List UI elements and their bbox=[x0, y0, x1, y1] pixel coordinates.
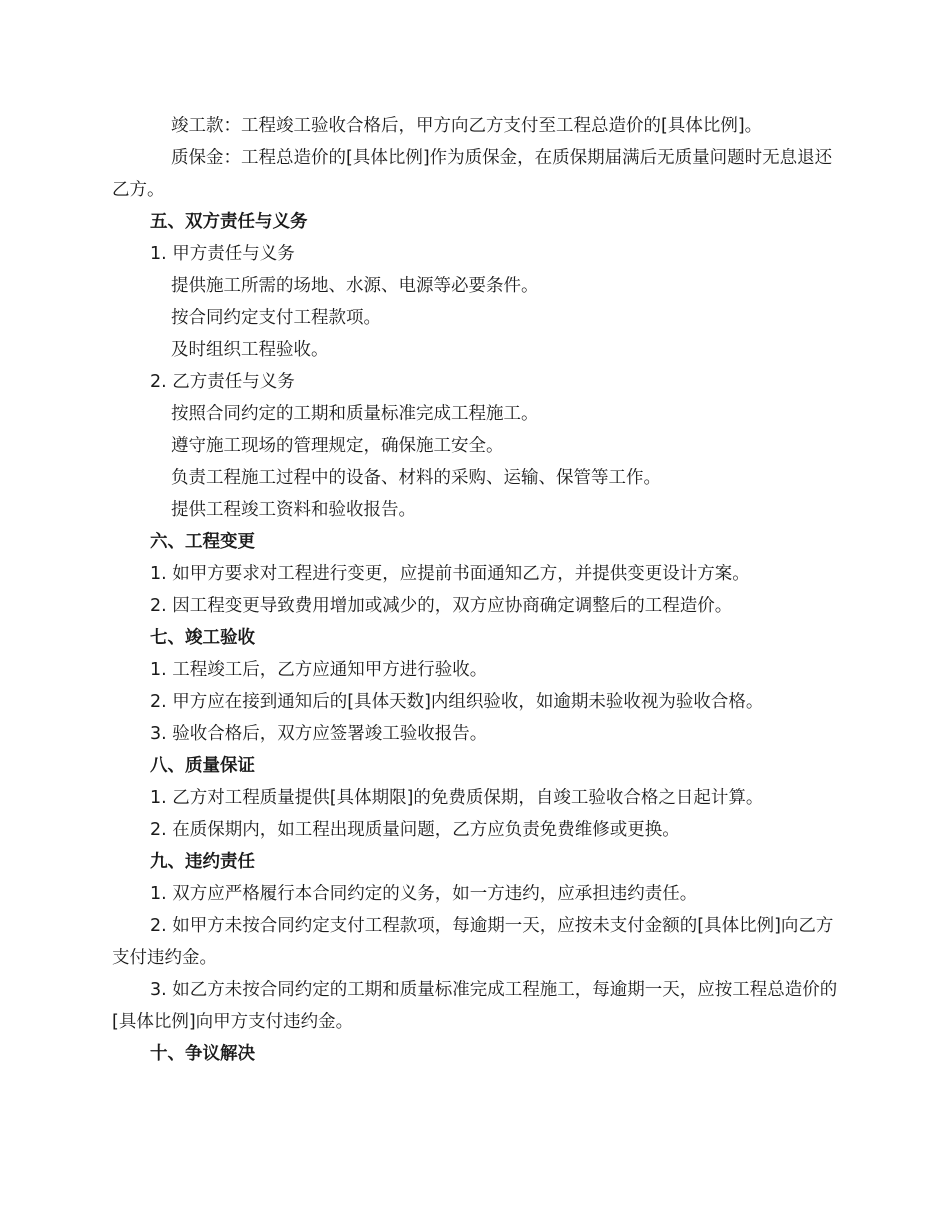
numbered-item: 1. 工程竣工后，乙方应通知甲方进行验收。 bbox=[150, 660, 488, 680]
list-item: 负责工程施工过程中的设备、材料的采购、运输、保管等工作。 bbox=[171, 468, 661, 488]
document-body bbox=[112, 110, 842, 1070]
subheading-party-b: 2. 乙方责任与义务 bbox=[150, 372, 295, 392]
section-heading-dispute: 十、争议解决 bbox=[150, 1044, 255, 1064]
section-heading-responsibilities: 五、双方责任与义务 bbox=[150, 212, 308, 232]
numbered-item: 2. 甲方应在接到通知后的[具体天数]内组织验收，如逾期未验收视为验收合格。 bbox=[150, 692, 764, 712]
paragraph-completion-payment: 竣工款：工程竣工验收合格后，甲方向乙方支付至工程总造价的[具体比例]。 bbox=[171, 116, 763, 136]
subheading-party-a: 1. 甲方责任与义务 bbox=[150, 244, 295, 264]
section-heading-changes: 六、工程变更 bbox=[150, 532, 255, 552]
list-item: 遵守施工现场的管理规定，确保施工安全。 bbox=[171, 436, 504, 456]
numbered-item: 3. 验收合格后，双方应签署竣工验收报告。 bbox=[150, 724, 488, 744]
numbered-item: 2. 因工程变更导致费用增加或减少的，双方应协商确定调整后的工程造价。 bbox=[150, 596, 733, 616]
list-item: 提供施工所需的场地、水源、电源等必要条件。 bbox=[171, 276, 539, 296]
section-heading-liability: 九、违约责任 bbox=[150, 852, 255, 872]
numbered-item: 1. 如甲方要求对工程进行变更，应提前书面通知乙方，并提供变更设计方案。 bbox=[150, 564, 750, 584]
section-heading-quality: 八、质量保证 bbox=[150, 756, 255, 776]
numbered-item: 1. 双方应严格履行本合同约定的义务，如一方违约，应承担违约责任。 bbox=[150, 884, 698, 904]
numbered-paragraph: 2. 如甲方未按合同约定支付工程款项，每逾期一天，应按未支付金额的[具体比例]向乙方支付违约金。 bbox=[112, 916, 834, 968]
section-heading-acceptance: 七、竣工验收 bbox=[150, 628, 255, 648]
list-item: 提供工程竣工资料和验收报告。 bbox=[171, 500, 416, 520]
list-item: 及时组织工程验收。 bbox=[171, 340, 329, 360]
paragraph-warranty-deposit: 质保金：工程总造价的[具体比例]作为质保金，在质保期届满后无质量问题时无息退还乙方。 bbox=[112, 148, 833, 200]
list-item: 按合同约定支付工程款项。 bbox=[171, 308, 381, 328]
numbered-item: 1. 乙方对工程质量提供[具体期限]的免费质保期，自竣工验收合格之日起计算。 bbox=[150, 788, 764, 808]
list-item: 按照合同约定的工期和质量标准完成工程施工。 bbox=[171, 404, 539, 424]
numbered-paragraph: 3. 如乙方未按合同约定的工期和质量标准完成工程施工，每逾期一天，应按工程总造价的[具体比例]向甲方支付违约金。 bbox=[112, 980, 838, 1032]
numbered-item: 2. 在质保期内，如工程出现质量问题，乙方应负责免费维修或更换。 bbox=[150, 820, 680, 840]
